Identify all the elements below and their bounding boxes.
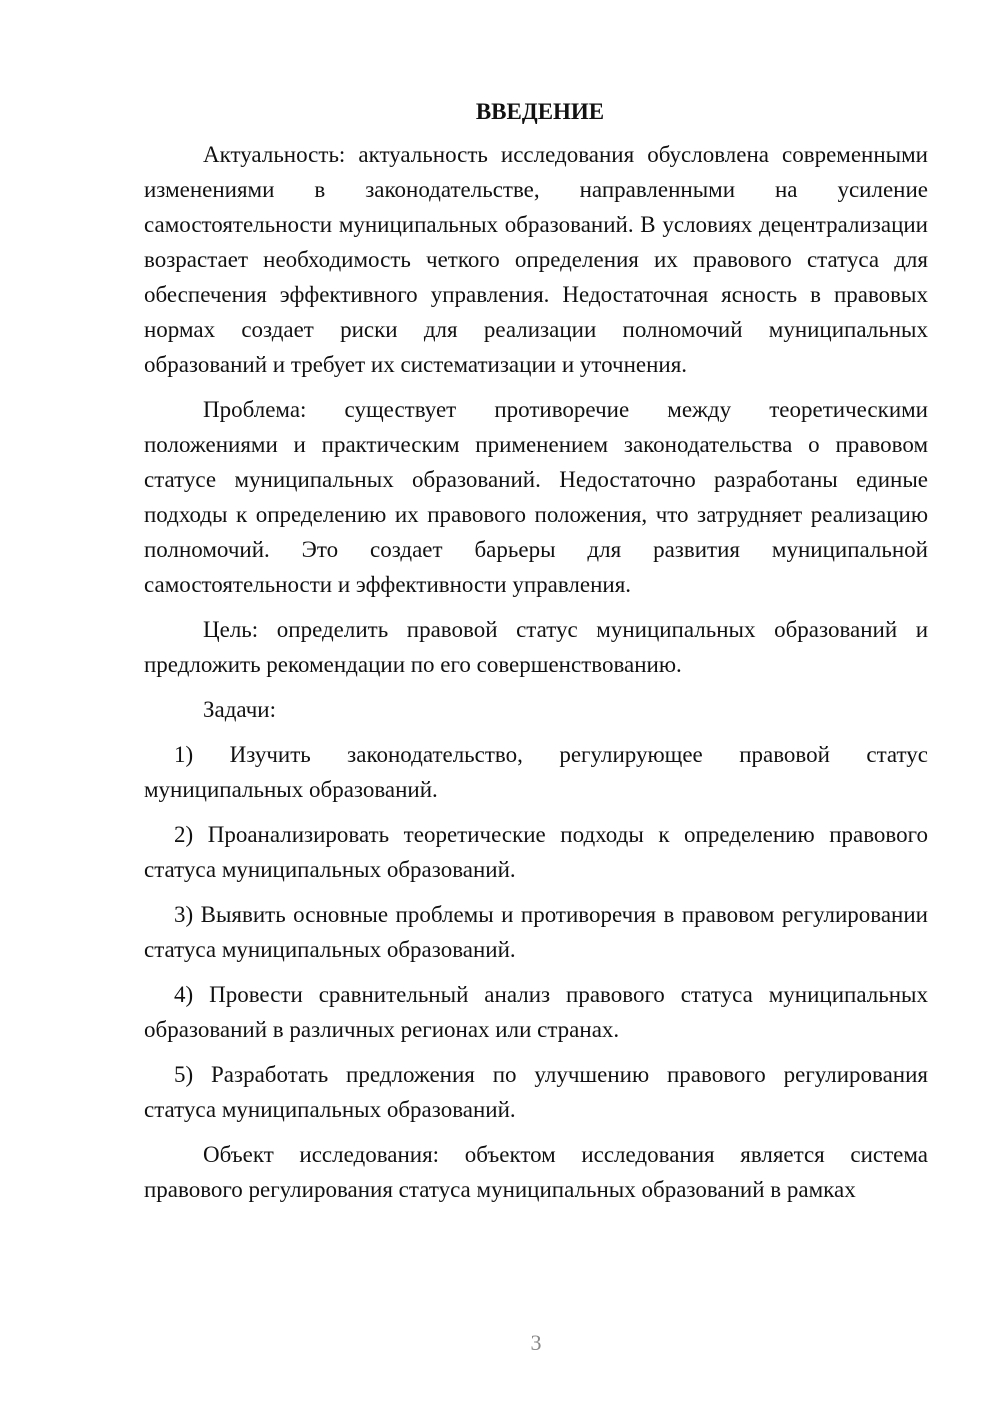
- goal-label: Цель:: [203, 617, 259, 642]
- task-item-3: 3) Выявить основные проблемы и противоречия в правовом регулировании статуса муниципальных образований.: [144, 902, 928, 962]
- goal-paragraph: [144, 612, 928, 682]
- object-label: Объект исследования:: [203, 1142, 440, 1167]
- problem-label: Проблема:: [203, 397, 307, 422]
- goal-text: определить правовой статус муниципальных образований и предложить рекомендации по его совершенствованию.: [144, 617, 929, 677]
- task-item-4: 4) Провести сравнительный анализ правового статуса муниципальных образований в различных регионах или странах.: [144, 982, 928, 1042]
- task-item-2: 2) Проанализировать теоретические подходы к определению правового статуса муниципальных образований.: [144, 822, 928, 882]
- tasks-heading: Задачи:: [203, 697, 276, 722]
- relevance-paragraph: [144, 137, 928, 382]
- problem-paragraph: [144, 392, 928, 602]
- document-body: [144, 94, 928, 1207]
- task-item-5: 5) Разработать предложения по улучшению правового регулирования статуса муниципальных образований.: [144, 1062, 928, 1122]
- section-title: ВВЕДЕНИЕ: [475, 99, 605, 124]
- relevance-text: актуальность исследования обусловлена современными изменениями в законодательстве, направленными на усиление самостоятельности муниципальных образований. В условиях децентрализации возрастает необходимость четкого определения их правового статуса для обеспечения эффективного управления. Недостаточная ясность в правовых нормах создает риски для реализации полномочий муниципальных образований и требует их систематизации и уточнения.: [144, 142, 928, 377]
- object-paragraph: [144, 1137, 928, 1207]
- page-number: 3: [530, 1330, 542, 1355]
- problem-text: существует противоречие между теоретическими положениями и практическим применением законодательства о правовом статусе муниципальных образований. Недостаточно разработаны единые подходы к определению их правового положения, что затрудняет реализацию полномочий. Это создает барьеры для развития муниципальной самостоятельности и эффективности управления.: [144, 397, 928, 597]
- task-item-1: 1) Изучить законодательство, регулирующее правовой статус муниципальных образований.: [144, 742, 928, 802]
- object-text: объектом исследования является система правового регулирования статуса муниципальных образований в рамках: [144, 1142, 928, 1202]
- relevance-label: Актуальность:: [203, 142, 346, 167]
